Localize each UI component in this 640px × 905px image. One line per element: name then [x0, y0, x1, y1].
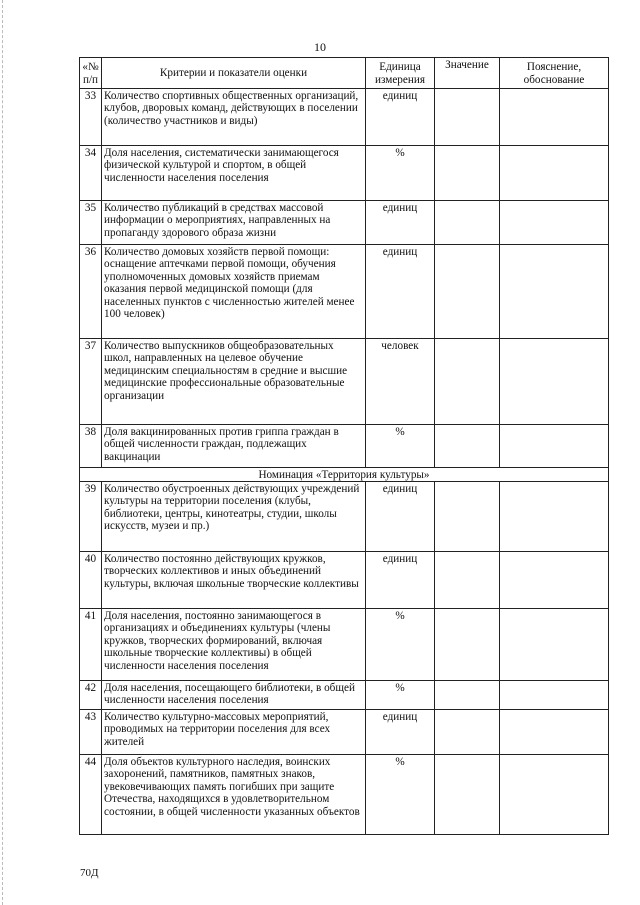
- table-row: [80, 339, 609, 425]
- row-value: [435, 339, 500, 425]
- row-value: [435, 755, 500, 835]
- row-note: [500, 146, 609, 201]
- row-unit: человек: [366, 339, 435, 425]
- header-note: Пояснение, обоснование: [500, 58, 609, 89]
- row-note: [500, 339, 609, 425]
- row-note: [500, 609, 609, 681]
- row-criteria: Доля населения, систематически занимающегося физической культурой и спортом, в общей численности населения поселения: [102, 146, 366, 201]
- row-number: 34: [80, 146, 102, 201]
- row-note: [500, 755, 609, 835]
- table-row: [80, 201, 609, 245]
- row-value: [435, 245, 500, 339]
- section-title: Номинация «Территория культуры»: [80, 468, 609, 482]
- page-number: 10: [314, 40, 326, 54]
- row-note: [500, 681, 609, 710]
- row-unit: единиц: [366, 552, 435, 609]
- row-criteria: Доля объектов культурного наследия, воинских захоронений, памятников, памятных знаков, увековечивающих память погибших при защите Отечества, находящихся в удовлетворительном состоянии, в общей численности указанных объектов: [102, 755, 366, 835]
- row-criteria: Количество обустроенных действующих учреждений культуры на территории поселения (клубы, библиотеки, центры, кинотеатры, студии, школы искусств, музеи и пр.): [102, 482, 366, 552]
- row-unit: %: [366, 609, 435, 681]
- row-note: [500, 89, 609, 146]
- row-note: [500, 552, 609, 609]
- table-row: [80, 710, 609, 755]
- section-row: [80, 468, 609, 482]
- row-criteria: Доля вакцинированных против гриппа граждан в общей численности граждан, подлежащих вакцинации: [102, 425, 366, 468]
- table-row: [80, 146, 609, 201]
- row-unit: %: [366, 146, 435, 201]
- row-note: [500, 710, 609, 755]
- row-number: 42: [80, 681, 102, 710]
- header-criteria: Критерии и показатели оценки: [102, 58, 366, 89]
- table-row: [80, 245, 609, 339]
- row-criteria: Доля населения, посещающего библиотеки, в общей численности населения поселения: [102, 681, 366, 710]
- table-header-row: [80, 58, 609, 89]
- row-note: [500, 482, 609, 552]
- row-unit: единиц: [366, 201, 435, 245]
- table-row: [80, 755, 609, 835]
- header-num: «№ п/п: [80, 58, 102, 89]
- table-row: [80, 681, 609, 710]
- row-number: 43: [80, 710, 102, 755]
- row-unit: единиц: [366, 710, 435, 755]
- row-unit: единиц: [366, 482, 435, 552]
- row-value: [435, 425, 500, 468]
- row-unit: единиц: [366, 245, 435, 339]
- row-number: 35: [80, 201, 102, 245]
- row-criteria: Количество публикаций в средствах массовой информации о мероприятиях, направленных на пропаганду здорового образа жизни: [102, 201, 366, 245]
- row-value: [435, 89, 500, 146]
- row-value: [435, 482, 500, 552]
- row-value: [435, 201, 500, 245]
- row-number: 38: [80, 425, 102, 468]
- criteria-table: [79, 57, 609, 835]
- row-criteria: Количество домовых хозяйств первой помощи: оснащение аптечками первой помощи, обучения уполномоченных домовых хозяйств приемам оказания первой медицинской помощи (для населенных пунктов с численностью жителей менее 100 человек): [102, 245, 366, 339]
- row-unit: %: [366, 681, 435, 710]
- row-value: [435, 681, 500, 710]
- row-criteria: Количество постоянно действующих кружков, творческих коллективов и иных объединений культуры, включая школьные творческие коллективы: [102, 552, 366, 609]
- scan-edge: [2, 0, 4, 905]
- row-criteria: Доля населения, постоянно занимающегося в организациях и объединениях культуры (члены кружков, творческих формирований, включая школьные творческие коллективы) в общей численности населения поселения: [102, 609, 366, 681]
- row-number: 41: [80, 609, 102, 681]
- row-number: 36: [80, 245, 102, 339]
- row-unit: единиц: [366, 89, 435, 146]
- row-number: 37: [80, 339, 102, 425]
- row-number: 40: [80, 552, 102, 609]
- row-criteria: Количество выпускников общеобразовательных школ, направленных на целевое обучение медицинским специальностям в средние и высшие медицинские профессиональные образовательные организации: [102, 339, 366, 425]
- footer-code: 70Д: [80, 867, 99, 879]
- table-row: [80, 425, 609, 468]
- row-criteria: Количество спортивных общественных организаций, клубов, дворовых команд, действующих в поселении (количество участников и виды): [102, 89, 366, 146]
- row-value: [435, 609, 500, 681]
- row-unit: %: [366, 425, 435, 468]
- table-row: [80, 482, 609, 552]
- table-row: [80, 552, 609, 609]
- row-number: 39: [80, 482, 102, 552]
- row-number: 33: [80, 89, 102, 146]
- row-note: [500, 201, 609, 245]
- header-unit: Единица измерения: [366, 58, 435, 89]
- row-value: [435, 552, 500, 609]
- row-criteria: Количество культурно-массовых мероприятий, проводимых на территории поселения для всех жителей: [102, 710, 366, 755]
- table-row: [80, 89, 609, 146]
- table-row: [80, 609, 609, 681]
- row-note: [500, 245, 609, 339]
- row-number: 44: [80, 755, 102, 835]
- row-value: [435, 146, 500, 201]
- header-value: Значение: [435, 58, 500, 89]
- row-value: [435, 710, 500, 755]
- row-unit: %: [366, 755, 435, 835]
- row-note: [500, 425, 609, 468]
